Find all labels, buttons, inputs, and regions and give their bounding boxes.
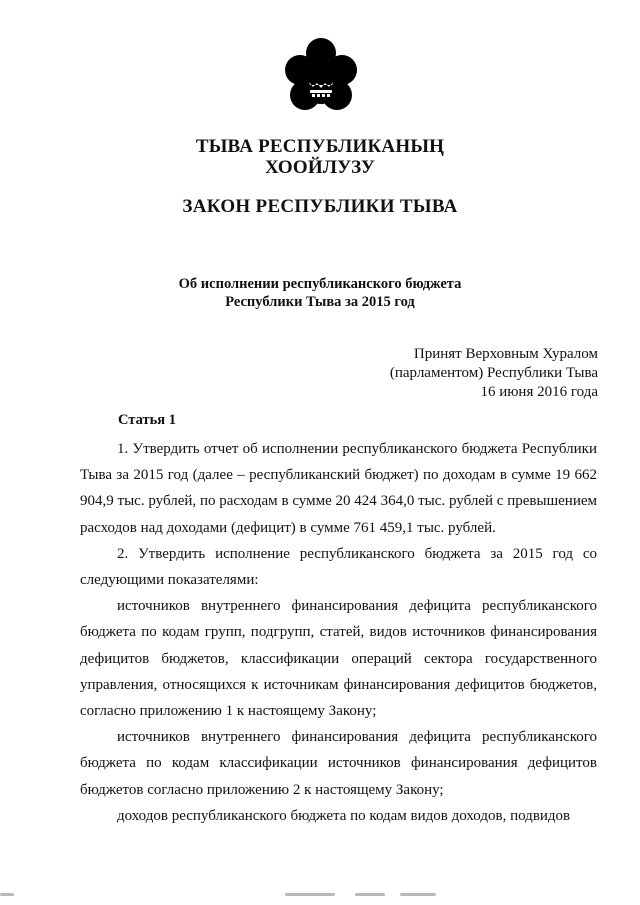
article-body bbox=[80, 436, 597, 829]
coat-of-arms-emblem-icon bbox=[283, 38, 359, 116]
title-tuvan-line2: ХООЙЛУЗУ bbox=[264, 157, 376, 178]
adoption-note-line2: (парламентом) Республики Тыва bbox=[389, 365, 598, 381]
law-subject-line2: Республики Тыва за 2015 год bbox=[225, 294, 415, 310]
adoption-note-line1: Принят Верховным Хуралом bbox=[413, 346, 598, 362]
scan-smudge bbox=[0, 893, 14, 896]
adoption-date: 16 июня 2016 года bbox=[480, 384, 598, 400]
paragraph: 2. Утвердить исполнение республиканского бюджета за 2015 год со следующими показателями: bbox=[80, 545, 597, 589]
title-tuvan-line1: ТЫВА РЕСПУБЛИКАНЫҢ bbox=[195, 136, 445, 157]
law-subject-line1: Об исполнении республиканского бюджета bbox=[178, 276, 462, 292]
law-subject bbox=[0, 275, 640, 311]
scan-smudge bbox=[400, 893, 436, 896]
scan-smudge bbox=[285, 893, 335, 896]
paragraph: 1. Утвердить отчет об исполнении республиканского бюджета Республики Тыва за 2015 год (далее – республиканский бюджет) по доходам в сумме 19 662 904,9 тыс. рублей, по расходам в сумме 20 424 364,0 тыс. рублей с превышением расходов над доходами (дефицит) в сумме 761 459,1 тыс. рублей. bbox=[80, 441, 597, 536]
paragraph: источников внутреннего финансирования дефицита республиканского бюджета по кодам классификации источников финансирования дефицитов бюджетов согласно приложению 2 к настоящему Закону; bbox=[80, 729, 597, 798]
article-heading: Статья 1 bbox=[118, 412, 176, 428]
adoption-note bbox=[390, 345, 598, 402]
scan-smudge bbox=[355, 893, 385, 896]
paragraph: доходов республиканского бюджета по кодам видов доходов, подвидов bbox=[117, 807, 571, 824]
paragraph: источников внутреннего финансирования дефицита республиканского бюджета по кодам групп, подгрупп, статей, видов источников финансирования дефицитов бюджетов, классификации операций сектора государственного управления, относящихся к источникам финансирования дефицитов бюджетов, согласно приложению 1 к настоящему Закону; bbox=[80, 598, 597, 720]
title-law: ЗАКОН РЕСПУБЛИКИ ТЫВА bbox=[182, 196, 458, 217]
title-tuvan bbox=[0, 136, 640, 178]
